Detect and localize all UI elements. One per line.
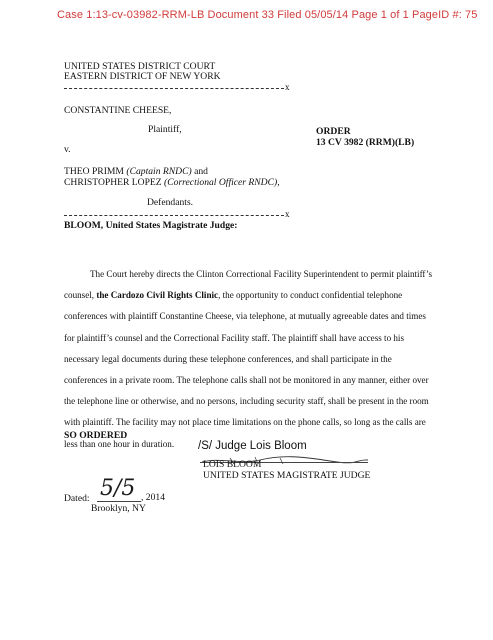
- order-title: ORDER: [316, 126, 351, 137]
- ecf-header-stamp: Case 1:13-cv-03982-RRM-LB Document 33 Filed 05/05/14 Page 1 of 1 PageID #: 75: [57, 9, 478, 21]
- dated-label: Dated:: [64, 493, 90, 504]
- so-ordered: SO ORDERED: [64, 430, 128, 441]
- defendant-1-name: THEO PRIMM: [64, 166, 124, 177]
- court-name-line2: EASTERN DISTRICT OF NEW YORK: [64, 71, 221, 82]
- defendant-2-title: (Correctional Officer RNDC),: [164, 177, 280, 188]
- handwritten-date: 5/5: [100, 476, 136, 501]
- defendant-2-name: CHRISTOPHER LOPEZ: [64, 177, 162, 188]
- defendant-1-line: [64, 166, 208, 177]
- case-number: 13 CV 3982 (RRM)(LB): [316, 137, 415, 148]
- body-part-2: , the opportunity to conduct confidential telephone conferences with plaintiff Constantine Cheese, via telephone, at mutually agreeable dates and times for plaintiff’s counsel and the Correctional Facility staff. The plaintiff shall have access to his necessary legal documents during these telephone conferences, and shall participate in the conferences in a private room. The telephone calls shall not be monitored in any manner, either over the telephone line or otherwise, and no persons, including security staff, shall be present in the room with plaintiff. The facility may not place time limitations on the phone calls, so long as the calls are less than one hour in duration.: [64, 290, 429, 449]
- dated-place: Brooklyn, NY: [91, 503, 146, 514]
- caption-divider-top: [64, 88, 284, 89]
- judge-title: UNITED STATES MAGISTRATE JUDGE: [203, 470, 371, 481]
- versus: v.: [64, 144, 71, 155]
- body-part-1: The Court hereby directs the Clinton Correctional Facility Superintendent to permit plaintiff’s counsel,: [64, 269, 433, 301]
- signature-typed: /S/ Judge Lois Bloom: [198, 440, 307, 452]
- clinic-name: the Cardozo Civil Rights Clinic: [96, 290, 219, 301]
- order-body: [64, 264, 434, 455]
- caption-divider-bottom: [64, 215, 284, 216]
- plaintiff-role: Plaintiff,: [148, 124, 182, 135]
- dated-year: , 2014: [141, 492, 165, 503]
- judge-heading: BLOOM, United States Magistrate Judge:: [64, 220, 238, 231]
- defendant-1-title: (Captain RNDC): [126, 166, 192, 177]
- order-paragraph: [64, 264, 434, 455]
- defendants-role: Defendants.: [147, 197, 194, 208]
- court-name-line1: UNITED STATES DISTRICT COURT: [64, 61, 216, 72]
- defendant-1-and: and: [194, 166, 208, 177]
- judge-name: LOIS BLOOM: [203, 459, 262, 470]
- defendant-2-line: [64, 177, 280, 188]
- caption-x-top: x: [285, 82, 290, 92]
- plaintiff-name: CONSTANTINE CHEESE,: [64, 105, 172, 116]
- caption-x-bottom: x: [285, 209, 290, 219]
- date-line: [97, 501, 141, 502]
